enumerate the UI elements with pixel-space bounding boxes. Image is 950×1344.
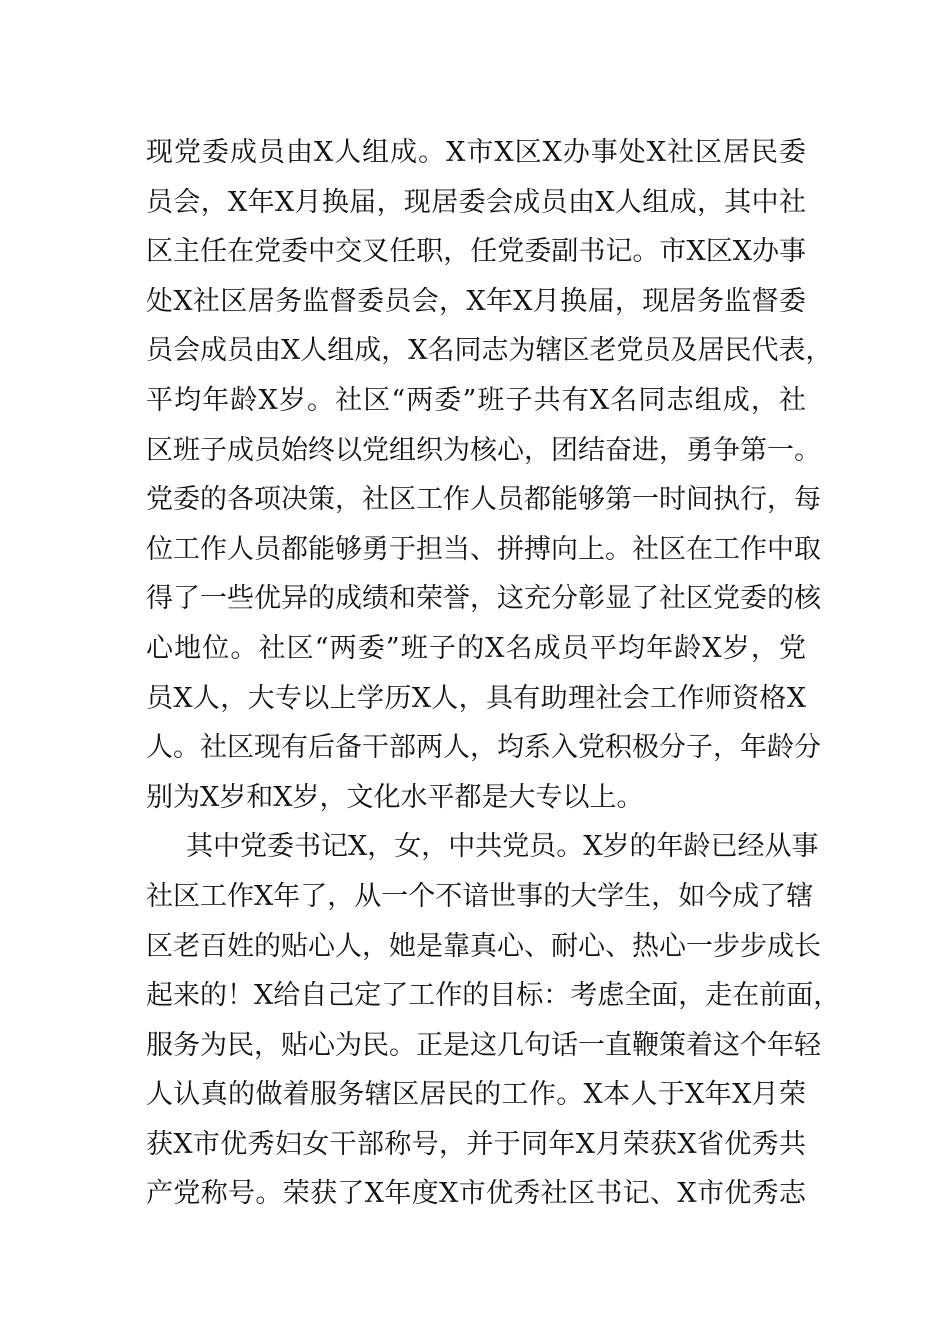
paragraph-2	[146, 822, 841, 1219]
text-line: 心地位。社区“两委”班子的X名成员平均年龄X岁，党	[146, 632, 806, 664]
text-line: 现党委成员由X人组成。X市X区X办事处X社区居民委	[146, 137, 806, 168]
text-line: 产党称号。荣获了X年度X市优秀社区书记、X市优秀志	[146, 1178, 806, 1210]
text-line: 社区工作X年了，从一个不谙世事的大学生，如今成了辖	[146, 880, 814, 912]
text-line: 区老百姓的贴心人，她是靠真心、耐心、热心一步步成长	[146, 930, 821, 962]
text-line: 党委的各项决策，社区工作人员都能够第一时间执行，每	[146, 484, 821, 516]
text-line: 位工作人员都能够勇于担当、拼搏向上。社区在工作中取	[146, 533, 821, 565]
text-line: 服务为民，贴心为民。正是这几句话一直鞭策着这个年轻	[146, 1029, 821, 1061]
text-line: 得了一些优异的成绩和荣誉，这充分彰显了社区党委的核	[146, 583, 821, 615]
text-line: 其中党委书记X，女，中共党员。X岁的年龄已经从事	[186, 831, 819, 863]
body-text	[146, 128, 841, 1219]
text-line: 人认真的做着服务辖区居民的工作。X本人于X年X月荣	[146, 1079, 806, 1111]
text-line: 平均年龄X岁。社区“两委”班子共有X名同志组成，社	[146, 384, 806, 416]
paragraph-1	[146, 128, 833, 822]
text-line: 区主任在党委中交叉任职，任党委副书记。市X区X办事	[146, 236, 806, 268]
text-line: 获X市优秀妇女干部称号，并于同年X月荣获X省优秀共	[146, 1128, 806, 1160]
text-line: 起来的！X给自己定了工作的目标：考虑全面，走在前面，	[146, 980, 841, 1012]
text-line: 区班子成员始终以党组织为核心，团结奋进，勇争第一。	[146, 434, 821, 466]
text-line: 人。社区现有后备干部两人，均系入党积极分子，年龄分	[146, 732, 821, 764]
text-line: 员X人，大专以上学历X人，具有助理社会工作师资格X	[146, 682, 806, 714]
text-line: 员会，X年X月换届，现居委会成员由X人组成，其中社	[146, 186, 806, 218]
text-line: 员会成员由X人组成，X名同志为辖区老党员及居民代表，	[146, 335, 833, 367]
text-line: 别为X岁和X岁，文化水平都是大专以上。	[146, 781, 644, 813]
text-line: 处X社区居务监督委员会，X年X月换届，现居务监督委	[146, 285, 806, 317]
